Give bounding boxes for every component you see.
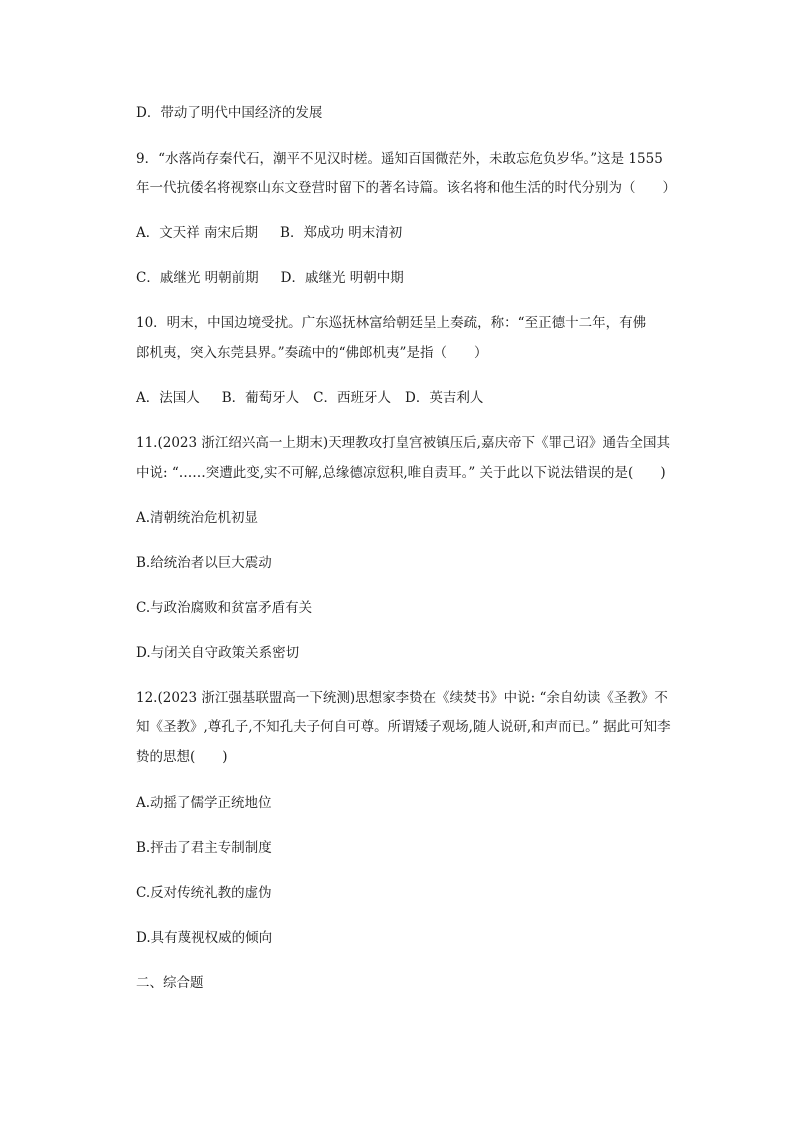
q9-stem-line1: 9．“水落尚存秦代石，潮平不见汉时槎。遥知百国微茫外，未敢忘危负岁华。”这是 1555 — [136, 151, 663, 167]
section-title-comprehensive: 二、综合题 — [136, 975, 204, 991]
q12-stem-line3: 贽的思想( ) — [136, 749, 228, 765]
q11-option-d: D.与闭关自守政策关系密切 — [136, 645, 300, 661]
q10-option-b: B．葡萄牙人 — [221, 390, 300, 406]
q11-option-c: C.与政治腐败和贫富矛盾有关 — [136, 600, 313, 616]
q11-option-b: B.给统治者以巨大震动 — [136, 555, 272, 571]
q10-option-d: D．英吉利人 — [405, 390, 484, 406]
q9-stem-line2: 年一代抗倭名将视察山东文登营时留下的著名诗篇。该名将和他生活的时代分别为（ ） — [136, 180, 676, 196]
q9-option-c: C．戚继光 明朝前期 — [136, 270, 259, 286]
q11-stem-line2: 中说: “……突遭此变,实不可解,总缘德凉愆积,唯自责耳。” 关于此以下说法错误的是( ) — [136, 465, 666, 481]
q12-option-d: D.具有蔑视权威的倾向 — [136, 930, 273, 946]
q10-stem-line1: 10．明末，中国边境受扰。广东巡抚林富给朝廷呈上奏疏，称：“至正德十二年，有佛 — [136, 315, 647, 331]
q12-option-c: C.反对传统礼教的虚伪 — [136, 885, 272, 901]
q12-option-a: A.动摇了儒学正统地位 — [136, 795, 272, 811]
q9-option-b: B．郑成功 明末清初 — [280, 225, 403, 241]
q11-stem-line1: 11.(2023 浙江绍兴高一上期末)天理教攻打皇宫被镇压后,嘉庆帝下《罪己诏》通告全国其 — [136, 435, 670, 451]
q10-options-row — [136, 389, 483, 407]
q9-option-d: D．戚继光 明朝中期 — [280, 270, 404, 286]
q12-stem-line2: 知《圣教》,尊孔子,不知孔夫子何自可尊。所谓矮子观场,随人说研,和声而已。” 据此可知李 — [136, 719, 671, 735]
q10-option-c: C．西班牙人 — [313, 390, 392, 406]
q9-options-row2 — [136, 269, 404, 287]
q9-option-a: A．文天祥 南宋后期 — [136, 225, 259, 241]
q8-option-d: D．带动了明代中国经济的发展 — [136, 105, 323, 121]
q12-stem-line1: 12.(2023 浙江强基联盟高一下统测)思想家李贽在《续焚书》中说: “余自幼读《圣教》不 — [136, 690, 668, 706]
q12-option-b: B.抨击了君主专制制度 — [136, 840, 272, 856]
q11-option-a: A.清朝统治危机初显 — [136, 510, 259, 526]
q9-options-row1 — [136, 224, 402, 242]
q10-option-a: A．法国人 — [136, 390, 200, 406]
q10-stem-line2: 郎机夷，突入东莞县界。”奏疏中的“佛郎机夷”是指（ ） — [136, 345, 488, 361]
